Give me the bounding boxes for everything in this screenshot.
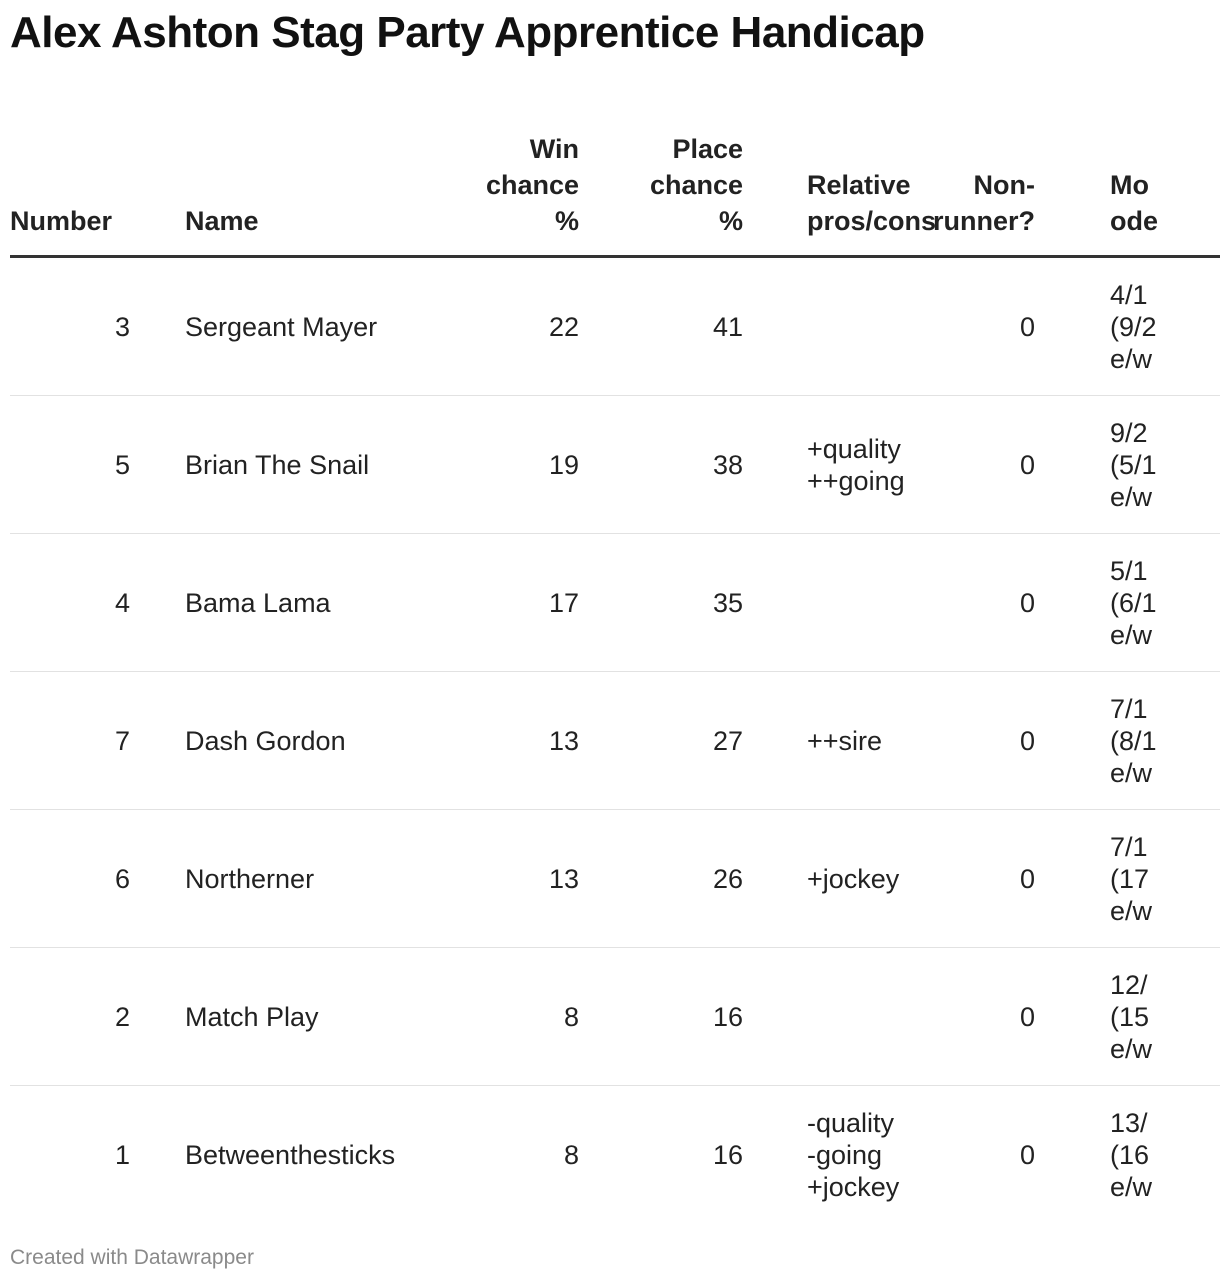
cell-number: 5 [10,396,185,534]
cell-number: 7 [10,672,185,810]
cell-relative [749,948,929,1086]
column-header-odds[interactable]: Mo ode [1110,105,1220,257]
cell-win-chance: 8 [563,1139,579,1170]
cell-odds: 13/ (16 e/w [1110,1107,1153,1202]
cell-win-chance: 8 [425,948,585,1086]
table-row [10,257,1220,396]
table-header-row [10,105,1220,257]
cell-name: Dash Gordon [185,672,425,810]
cell-place-chance: 38 [585,396,749,534]
cell-relative: +jockey [749,810,929,948]
cell-relative [749,257,929,396]
column-header-number[interactable]: Number [10,105,185,257]
cell-place-chance: 16 [712,1139,743,1170]
table-row [10,810,1220,948]
cell-number: 6 [10,810,185,948]
cell-name: Northerner [185,810,425,948]
cell-win-chance: 17 [425,534,585,672]
cell-odds: 7/1 (17 e/w [1110,810,1220,948]
cell-name: Sergeant Mayer [185,257,425,396]
cell-non-runner: 0 [929,948,1110,1086]
cell-relative [749,534,929,672]
attribution-footer[interactable]: Created with Datawrapper [10,1246,254,1269]
cell-non-runner: 0 [929,810,1110,948]
cell-name: Bama Lama [185,534,425,672]
cell-odds: 9/2 (5/1 e/w [1110,396,1220,534]
cell-name: Brian The Snail [185,396,425,534]
column-header-non-runner[interactable]: Non- runner? [929,105,1110,257]
cell-non-runner: 0 [929,534,1110,672]
page-title: Alex Ashton Stag Party Apprentice Handicap [10,8,925,57]
table-row [10,948,1220,1086]
cell-relative: -quality -going +jockey [807,1107,900,1202]
cell-non-runner: 0 [929,672,1110,810]
runners-table-container [10,105,1220,1225]
cell-non-runner: 0 [1019,1139,1035,1170]
cell-number: 4 [10,534,185,672]
cell-place-chance: 41 [585,257,749,396]
cell-relative: ++sire [749,672,929,810]
cell-odds: 4/1 (9/2 e/w [1110,257,1220,396]
cell-place-chance: 26 [585,810,749,948]
cell-number: 1 [114,1139,130,1170]
cell-place-chance: 27 [585,672,749,810]
table-body [10,257,1220,1224]
cell-win-chance: 19 [425,396,585,534]
column-header-relative[interactable]: Relative pros/cons [749,105,929,257]
cell-win-chance: 13 [425,672,585,810]
cell-odds: 7/1 (8/1 e/w [1110,672,1220,810]
column-header-win-chance[interactable]: Win chance % [425,105,585,257]
table-row [10,396,1220,534]
cell-place-chance: 35 [585,534,749,672]
table-row [10,672,1220,810]
cell-win-chance: 22 [425,257,585,396]
cell-name: Betweenthesticks [185,1139,396,1170]
table-row [10,1086,1220,1224]
cell-place-chance: 16 [585,948,749,1086]
column-header-place-chance[interactable]: Place chance % [585,105,749,257]
cell-name: Match Play [185,948,425,1086]
cell-odds: 5/1 (6/1 e/w [1110,534,1220,672]
cell-number: 2 [10,948,185,1086]
runners-table [10,105,1220,1223]
column-header-name[interactable]: Name [185,105,425,257]
cell-win-chance: 13 [425,810,585,948]
cell-relative: +quality ++going [749,396,929,534]
table-row [10,534,1220,672]
cell-non-runner: 0 [929,257,1110,396]
cell-non-runner: 0 [929,396,1110,534]
cell-odds: 12/ (15 e/w [1110,948,1220,1086]
cell-number: 3 [10,257,185,396]
